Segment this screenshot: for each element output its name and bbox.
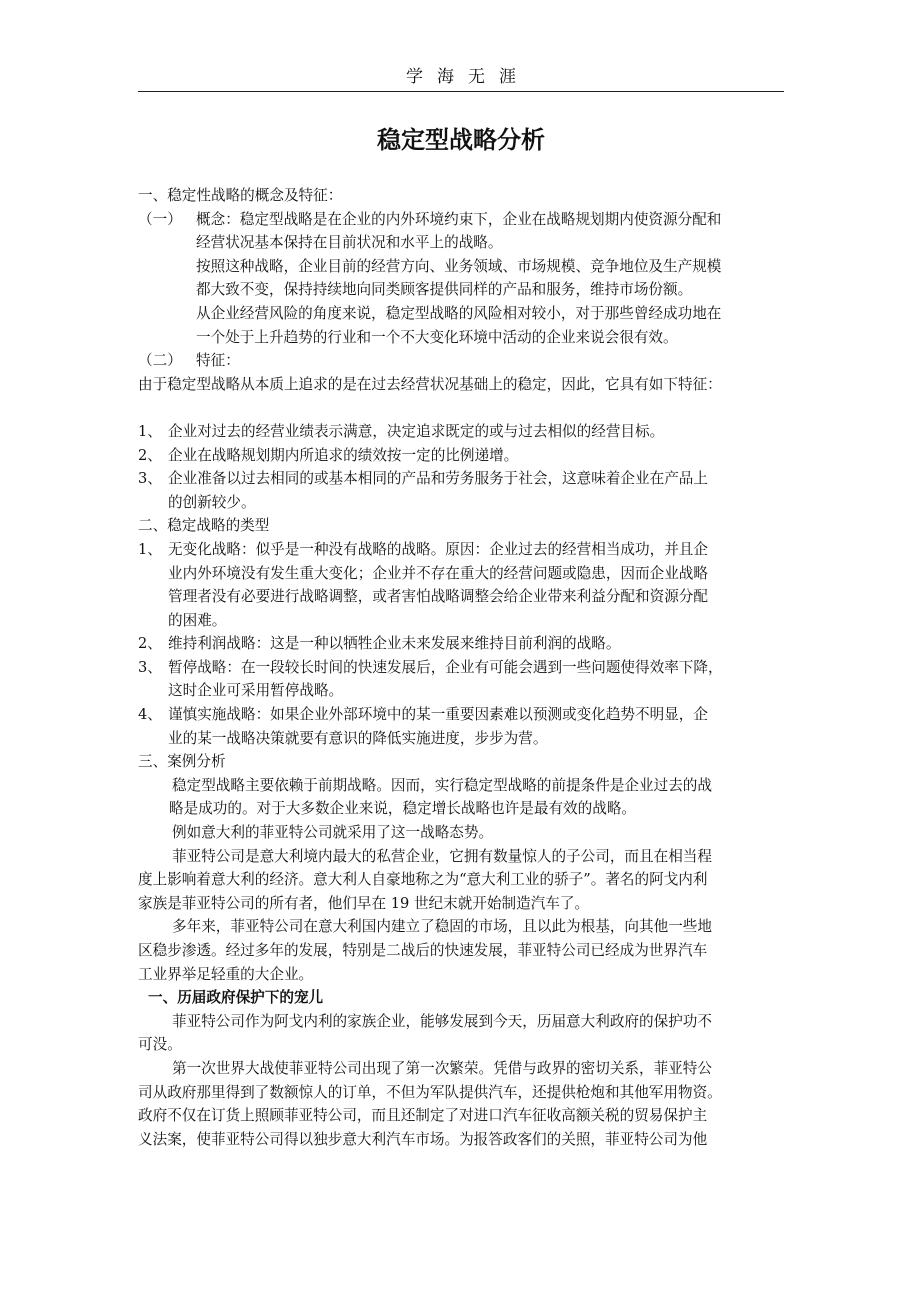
text-line: 的困难。 [168,611,227,629]
text-line: 的创新较少。 [168,493,256,511]
header-rule [138,91,784,92]
subsection-features [138,349,784,373]
paragraph-line: 政府不仅在订货上照顾菲亚特公司，而且还制定了对进口汽车征收高额关税的贸易保护主 [138,1107,708,1125]
section-heading-2: 二、稳定战略的类型 [138,517,270,535]
text-line: 这时企业可采用暂停战略。 [168,682,344,700]
text-line: 企业对过去的经营业绩表示满意，决定追求既定的或与过去相似的经营目标。 [168,422,665,440]
case-subheading: 一、历届政府保护下的宠儿 [148,989,324,1007]
text-line: 由于稳定型战略从本质上追求的是在过去经营状况基础上的稳定，因此，它具有如下特征： [138,375,722,393]
text-line: 维持利润战略：这是一种以牺牲企业未来发展来维持目前利润的战略。 [168,635,621,653]
list-item [138,420,784,444]
paragraph-line: 度上影响着意大利的经济。意大利人自豪地称之为“意大利工业的骄子”。著名的阿戈内利 [138,871,708,889]
text-line: 经营状况基本保持在目前状况和水平上的战略。 [196,234,503,252]
section-heading-1: 一、稳定性战略的概念及特征： [138,187,343,204]
section-heading-3: 三、案例分析 [138,753,226,771]
text-line: 业内外环境没有发生重大变化；企业并不存在重大的经营问题或隐患，因而企业战略 [168,564,708,582]
paragraph-line: 可没。 [138,1036,182,1054]
text-line: 一个处于上升趋势的行业和一个不大变化环境中活动的企业来说会很有效。 [196,328,678,346]
enum-label: 4、 [138,706,162,724]
subsection-concept [138,208,784,232]
enum-label: 3、 [138,658,162,676]
paragraph-line: 工业界举足轻重的大企业。 [138,965,314,983]
paragraph-line: 第一次世界大战使菲亚特公司出现了第一次繁荣。凭借与政界的密切关系，菲亚特公 [172,1059,712,1077]
text-line: 按照这种战略，企业目前的经营方向、业务领域、市场规模、竞争地位及生产规模 [196,257,722,275]
list-item [138,656,784,680]
enum-label: 3、 [138,470,162,488]
paragraph-line: 义法案，使菲亚特公司得以独步意大利汽车市场。为报答政客们的关照，菲亚特公司为他 [138,1130,708,1148]
text-line: 业的某一战略决策就要有意识的降低实施进度，步步为营。 [168,729,548,747]
paragraph-line: 菲亚特公司作为阿戈内利的家族企业，能够发展到今天，历届意大利政府的保护功不 [172,1012,712,1030]
paragraph-line: 菲亚特公司是意大利境内最大的私营企业，它拥有数量惊人的子公司，而且在相当程 [172,847,712,865]
text-line: 都大致不变，保持持续地向同类顾客提供同样的产品和服务，维持市场份额。 [196,281,693,299]
list-item [138,444,784,468]
page-title: 稳定型战略分析 [377,126,545,154]
text-line: 例如意大利的菲亚特公司就采用了这一战略态势。 [172,824,494,842]
paragraph-line: 司从政府那里得到了数额惊人的订单，不但为军队提供汽车，还提供枪炮和其他军用物资。 [138,1083,722,1101]
list-item [138,538,784,562]
enum-label: 2、 [138,635,162,653]
paragraph-line: 区稳步渗透。经过多年的发展，特别是二战后的快速发展，菲亚特公司已经成为世界汽车 [138,942,708,959]
list-item [138,703,784,727]
list-item [138,632,784,656]
paragraph-line: 多年来，菲亚特公司在意大利国内建立了稳固的市场，且以此为根基，向其他一些地 [172,918,712,936]
running-header: 学海无涯 [406,67,530,87]
enum-label: （一） [138,210,182,228]
text-line: 管理者没有必要进行战略调整，或者害怕战略调整会给企业带来利益分配和资源分配 [168,588,708,606]
enum-label: 1、 [138,540,162,558]
enum-label: 1、 [138,422,162,440]
text-line: 企业准备以过去相同的或基本相同的产品和劳务服务于社会，这意味着企业在产品上 [168,470,708,488]
enum-label: （二） [138,352,182,370]
text-line: 略是成功的。对于大多数企业来说，稳定增长战略也许是最有效的战略。 [169,800,637,818]
list-item [138,467,784,491]
text-line: 稳定型战略主要依赖于前期战略。因而，实行稳定型战略的前提条件是企业过去的战 [172,776,712,794]
paragraph-line: 家族是菲亚特公司的所有者，他们早在 19 世纪末就开始制造汽车了。 [138,894,590,912]
text-line: 企业在战略规划期内所追求的绩效按一定的比例递增。 [168,446,519,464]
document-body [138,184,784,1151]
text-line: 概念：稳定型战略是在企业的内外环境约束下，企业在战略规划期内使资源分配和 [196,210,722,228]
text-line: 无变化战略：似乎是一种没有战略的战略。原因：企业过去的经营相当成功，并且企 [168,540,708,558]
text-line: 特征： [196,352,240,370]
blank-line [138,396,784,420]
text-line: 暂停战略：在一段较长时间的快速发展后，企业有可能会遇到一些问题使得效率下降， [168,658,723,676]
text-line: 谨慎实施战略：如果企业外部环境中的某一重要因素难以预测或变化趋势不明显，企 [168,706,708,724]
text-line: 从企业经营风险的角度来说，稳定型战略的风险相对较小，对于那些曾经成功地在 [196,304,722,322]
enum-label: 2、 [138,446,162,464]
